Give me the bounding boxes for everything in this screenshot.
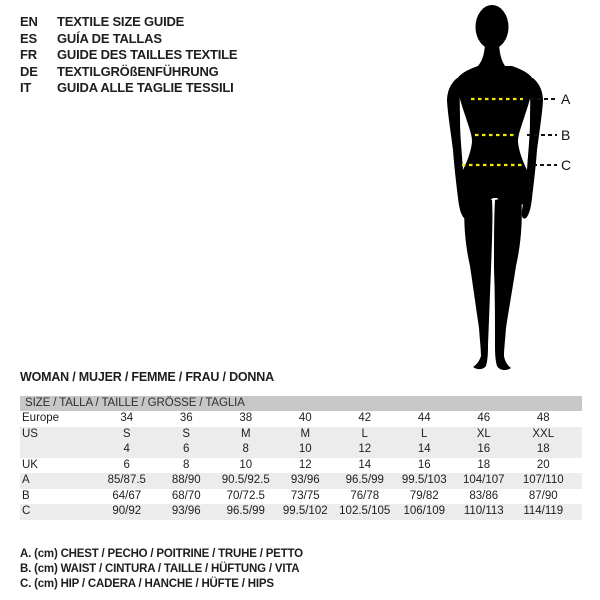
row-label: C <box>22 505 31 517</box>
size-cell: 18 <box>477 458 491 471</box>
size-cell: 83/86 <box>469 489 499 502</box>
size-cell: 107/110 <box>522 474 564 486</box>
size-cell: M <box>300 427 311 440</box>
language-row <box>20 64 237 81</box>
size-cell: 114/119 <box>523 505 564 517</box>
size-cell: M <box>240 427 251 440</box>
marker-label-c: C <box>561 157 572 173</box>
language-row <box>20 47 237 64</box>
marker-label-b: B <box>561 127 571 143</box>
size-cell: 6 <box>123 458 130 471</box>
size-cell: 87/90 <box>528 489 558 502</box>
size-cell: 8 <box>242 443 249 455</box>
size-cell: 93/96 <box>171 505 201 517</box>
size-cell: 106/109 <box>403 505 446 517</box>
size-cell: 76/78 <box>350 489 380 502</box>
row-label: US <box>22 427 38 440</box>
legend-line-hip: C. (cm) HIP / CADERA / HANCHE / HÜFTE / HIPS <box>20 578 274 591</box>
table-row <box>20 504 582 520</box>
row-label <box>20 442 97 458</box>
table-row <box>20 411 582 427</box>
size-table-body <box>20 411 582 520</box>
language-row <box>20 31 237 48</box>
size-cell: 20 <box>536 458 550 471</box>
language-label: GUÍA DE TALLAS <box>57 30 162 46</box>
size-cell: 16 <box>417 458 431 471</box>
language-label: TEXTILGRÖßENFÜHRUNG <box>57 63 219 79</box>
row-label: Europe <box>22 412 60 424</box>
size-cell: 96.5/99 <box>345 474 384 486</box>
size-cell: 46 <box>477 412 491 424</box>
legend-line-chest: A. (cm) CHEST / PECHO / POITRINE / TRUHE / PETTO <box>20 548 303 560</box>
size-table <box>20 396 582 520</box>
size-cell: 12 <box>298 458 312 471</box>
size-cell: 36 <box>179 412 193 424</box>
size-cell: 40 <box>298 412 312 424</box>
size-cell: 34 <box>120 412 134 424</box>
size-cell: XL <box>476 427 491 440</box>
measurement-legend <box>20 547 303 593</box>
size-cell: 6 <box>183 443 190 455</box>
size-cell: 102.5/105 <box>339 505 391 517</box>
size-cell: 90/92 <box>112 505 142 517</box>
woman-silhouette-icon <box>445 2 580 374</box>
size-cell: 42 <box>358 412 372 424</box>
language-code: FR <box>20 47 37 63</box>
size-cell: 10 <box>239 458 253 471</box>
size-cell: 70/72.5 <box>226 489 265 502</box>
size-cell: 14 <box>417 443 431 455</box>
size-cell: 96.5/99 <box>226 505 265 517</box>
language-row <box>20 14 237 31</box>
language-code: EN <box>20 14 38 29</box>
size-cell: L <box>421 427 428 440</box>
language-code: IT <box>20 80 32 96</box>
size-cell: 90.5/92.5 <box>221 474 270 486</box>
table-row <box>20 473 582 489</box>
row-label: A <box>22 474 30 486</box>
language-label: GUIDE DES TAILLES TEXTILE <box>57 47 238 63</box>
size-cell: 10 <box>298 443 312 455</box>
table-row <box>20 458 582 474</box>
size-cell: 93/96 <box>290 474 320 486</box>
size-cell: 8 <box>183 458 190 471</box>
size-cell: 48 <box>536 412 550 424</box>
language-code: ES <box>20 30 37 46</box>
language-code: DE <box>20 63 38 79</box>
size-cell: 68/70 <box>171 489 201 502</box>
size-cell: 18 <box>536 443 550 455</box>
table-row <box>20 489 582 505</box>
size-cell: 99.5/103 <box>401 474 447 486</box>
woman-silhouette-figure <box>445 2 580 374</box>
table-row <box>20 442 582 458</box>
size-cell: 38 <box>239 412 253 424</box>
size-cell: 16 <box>477 443 491 455</box>
section-title-woman: WOMAN / MUJER / FEMME / FRAU / DONNA <box>20 370 274 384</box>
marker-label-a: A <box>561 91 571 107</box>
size-cell: 44 <box>417 412 431 424</box>
size-table-header: SIZE / TALLA / TAILLE / GRÖSSE / TAGLIA <box>20 396 582 411</box>
size-cell: 88/90 <box>171 474 201 486</box>
language-row <box>20 80 237 97</box>
language-list <box>20 14 237 97</box>
row-label: UK <box>22 458 38 471</box>
size-cell: 64/67 <box>112 489 142 502</box>
size-cell: 14 <box>358 458 372 471</box>
size-cell: S <box>182 427 191 440</box>
table-row <box>20 427 582 443</box>
size-cell: 4 <box>123 443 130 455</box>
language-label: GUIDA ALLE TAGLIE TESSILI <box>57 80 234 96</box>
size-cell: 73/75 <box>290 489 320 502</box>
size-cell: 99.5/102 <box>282 505 328 517</box>
size-cell: 104/107 <box>462 474 505 486</box>
row-label: B <box>22 489 30 502</box>
legend-line-waist: B. (cm) WAIST / CINTURA / TAILLE / HÜFTUNG / VITA <box>20 563 300 576</box>
size-cell: S <box>122 427 131 440</box>
size-cell: L <box>361 427 368 440</box>
size-cell: 110/113 <box>463 505 504 517</box>
size-cell: 85/87.5 <box>107 474 146 486</box>
size-cell: 79/82 <box>409 489 439 502</box>
language-label: TEXTILE SIZE GUIDE <box>57 14 185 29</box>
size-cell: 12 <box>358 443 372 455</box>
size-cell: XXL <box>532 427 555 440</box>
